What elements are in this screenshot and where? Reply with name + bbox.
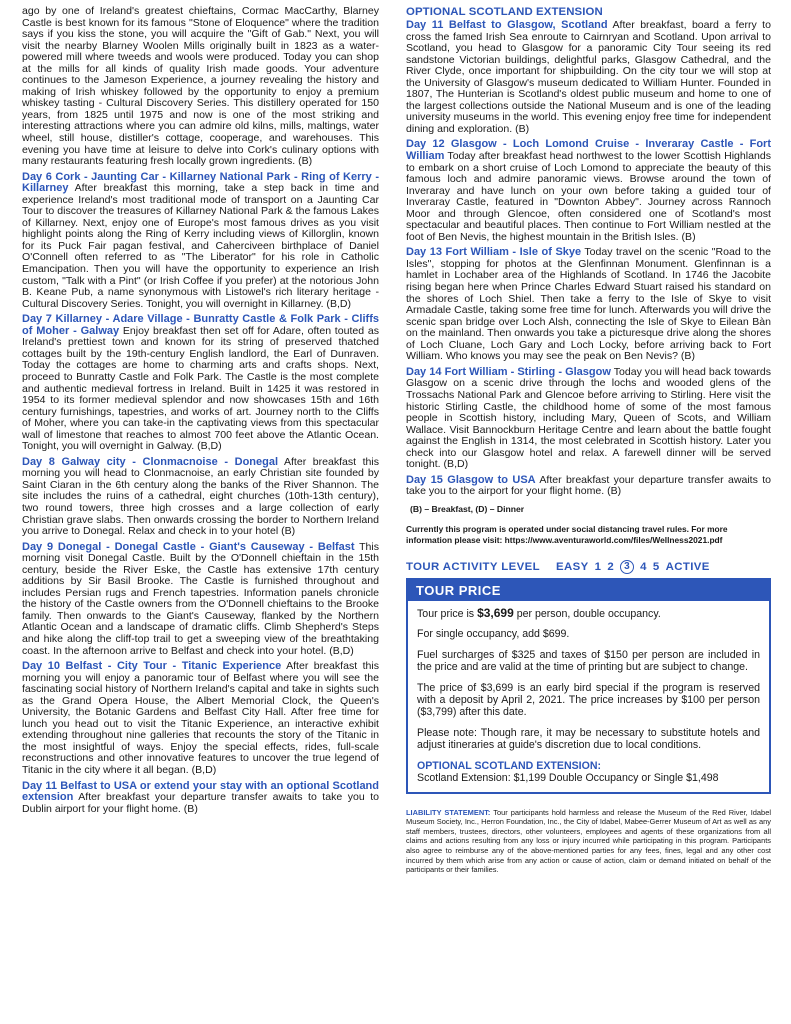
day-title: Day 9 Donegal - Donegal Castle - Giant's Causeway - Belfast — [22, 540, 355, 553]
day-title: Day 12 Glasgow - Loch Lomond Cruise - Inveraray Castle - Fort William — [406, 138, 771, 163]
day-text: Today you will head back towards Glasgow on a scenic drive through the lochs and wooded glens of the Trossachs National Park and Glencoe before arriving to Stirling. Here visit the historic Stirling Castle, the childhood home of some of the most famous people in Scottish history, including Mary, Queen of Scots, and William Wallace. Visit Bannockburn Heritage Centre and learn about the battle fought against the English in 1314, the most celebrated in Scottish history. Later you check into our Glasgow hotel and relax. A farewell dinner will be served tonight. (B,D) — [406, 365, 772, 471]
day-title: Day 11 Belfast to USA or extend your stay with an optional Scotland extension — [22, 779, 379, 804]
price-extension-text: Scotland Extension: $1,199 Double Occupancy or Single $1,498 — [417, 771, 719, 784]
itinerary-day — [22, 661, 379, 776]
day-text: Today travel on the scenic "Road to the Isles", stopping for photos at the Glenfinnan Monument. Glenfinnan is a hamlet in Lochaber area of the Highlands of Scotland. In 1746 the Jacobite rising began here when Prince Charles Edward Stuart raised his standard on the shores of Loch Shiel. Then take a ferry to the Isle of Skye to visit Armadale Castle, taking some free time for lunch. Afterwards you will drive the scenic span bridge over Loch Alsh, connecting the Isle of Skye to Eilean Bàn on the mainland. Then onwards you take a picturesque drive along the shores of Loch Cluane, Loch Gary and Loch Locky, before arriving back to Fort William. Who knows you may see the peak on Ben Nevis? (B) — [406, 246, 772, 363]
tour-price-heading: TOUR PRICE — [408, 580, 769, 601]
itinerary-day — [406, 139, 771, 243]
activity-label: TOUR ACTIVITY LEVEL — [406, 560, 540, 573]
itinerary-day — [22, 781, 379, 816]
itinerary-day — [22, 314, 379, 453]
early-bird: The price of $3,699 is an early bird special if the program is reserved with a deposit by April 2, 2021. The price increases by $100 per person ($3,799) after this date. — [417, 681, 760, 719]
price-line: Tour price is $3,699 per person, double occupancy. — [417, 605, 661, 620]
day-text: After breakfast, board a ferry to cross the famed Irish Sea enroute to Cairnryan and Scotland. Upon arrival to Scotland, you head to Glasgow for a panoramic City Tour seeing its red sandstone Victorian buildings, delightful parks, Glasgow Cathedral, and the River Clyde, once important for shipbuilding. On the city tour we will stop at the University of Glasgow's museum dedicated to William Hunter. Founded in 1807, The Hunterian is Scotland's oldest public museum and home to one of the largest collections outside the National Museum and is one of the leading university museums in the world. This evening enjoy free time for independent dining and exploration. (B) — [406, 19, 771, 135]
activity-level-1: 1 — [594, 560, 602, 573]
liability-statement: LIABILITY STATEMENT: Tour participants hold harmless and release the Museum of the Red River, Idabel Museum Society, Inc., Herron Foundation, Inc., the City of Idabel, Mabee-Gerrer Museum of Art as well as any staff members, trustees, directors, other volunteers, employees and agents of these organizations from all claims and actions resulting from any loss or injury incurred while participating in this program. Participants also agree to reimburse any of the above-mentioned parties for any fees, fines, legal and any other cost incurred by them which arise from any action or cause of action, claim or demand initiated on behalf of the participants or their families. — [406, 807, 771, 875]
day-text: After breakfast this morning you will head to Clonmacnoise, an early Christian site founded by Saint Ciaran in the 6th century along the banks of the River Shannon. The site includes the ruins of a cathedral, eight churches (10th-13th century), two round towers, three high crosses and a large collection of early Christian grave slabs. Then onwards crossing the border to Northern Ireland you arrive to Donegal. Relax and check in to your hotel (B) — [22, 455, 380, 538]
day-text: After breakfast your departure transfer awaits to take you to Dublin airport for your flight home. (B) — [22, 791, 379, 815]
right-column — [406, 6, 771, 875]
day-title: Day 10 Belfast - City Tour - Titanic Experience — [22, 660, 282, 673]
itinerary-day — [22, 172, 379, 311]
left-itinerary — [22, 172, 379, 816]
itinerary-note: Please note: Though rare, it may be necessary to substitute hotels and adjust itineraries at guide's discretion due to local conditions. — [417, 726, 760, 752]
day-text: Today after breakfast head northwest to the lower Scottish Highlands to embark on a short cruise of Loch Lomond to appreciate the beauty of this famous loch and admire panoramic views. Browse around the town of Inveraray and have lunch on your own before taking a guided tour of Inveraray Castle, featured in "Downton Abbey". Journey across Rannoch Moor and through Glencoe, often considered one of Scotland's most spectacular and beautiful places. Then continue to Fort William nestled at the foot of Ben Nevis, the highest mountain in the British Isles. (B) — [406, 150, 771, 243]
itinerary-day — [22, 542, 379, 657]
day-title: Day 6 Cork - Jaunting Car - Killarney National Park - Ring of Kerry - Killarney — [22, 170, 379, 195]
itinerary-day — [406, 20, 771, 135]
fuel-surcharge: Fuel surcharges of $325 and taxes of $150 per person are included in the price and are valid at the time of printing but are subject to change. — [417, 648, 760, 674]
left-column — [22, 6, 379, 819]
activity-level-5: 5 — [652, 560, 660, 573]
activity-levels — [595, 560, 660, 574]
itinerary-day — [406, 367, 771, 471]
price-value: $3,699 — [477, 605, 514, 620]
activity-level-4: 4 — [640, 560, 647, 573]
meals-key: (B) – Breakfast, (D) – Dinner — [410, 503, 525, 514]
day-title: Day 15 Glasgow to USA — [406, 473, 536, 486]
day-title: Day 14 Fort William - Stirling - Glasgow — [406, 365, 611, 378]
itinerary-day — [406, 247, 771, 362]
day-text: Enjoy breakfast then set off for Adare, often touted as Ireland's prettiest town and known for its string of preserved thatched cottages built by the 19th-century English landlord, the Earl of Dunraven. Today the cottages are home to charming arts and crafts shops. Next, proceed to Bunratty Castle and Folk Park. The Castle is the most complete and authentic medieval fortress in Ireland. Built in 1425 it was restored in 1954 to its former medieval splendor and now showcases 15th and 16th century furnishings, tapestries, and works of art. Journey north to the Cliffs of Moher, where you can take-in the captivating views from this spectacular wall of limestone that reaches to almost 700 feet above the Atlantic Ocean. Tonight, you will overnight in Galway. (B,D) — [22, 324, 379, 453]
activity-level — [406, 560, 771, 574]
single-occupancy: For single occupancy, add $699. — [417, 628, 570, 641]
activity-level-3: 3 — [620, 560, 634, 574]
day-title: Day 13 Fort William - Isle of Skye — [406, 246, 582, 259]
intro-paragraph: ago by one of Ireland's greatest chieftains, Cormac MacCarthy, Blarney Castle is best known for its famous "Stone of Eloquence" where the tradition says if you kiss the stone, you will acquire the "Gift of Gab." Next, you will visit the nearby Blarney Woolen Mills originally built in 1823 as a water-powered mill where tweeds and wools were produced. Today you can shop at the mills for all kinds of quality Irish made goods. Your adventure continues to the Jameson Experience, a journey revealing the history and making of Irish whiskey followed by the opportunity to enjoy a premium whiskey tasting - Cultural Discovery Series. This distillery operated for 150 years, from 1825 until 1975 and now is one of the most striking and interesting attractions where you can admire old kilns, mills, maltings, water wheel, still house, distiller's cottage, cooperage, and warehouses. This evening you have time at leisure to delve into Cork's culinary options with many restaurants featuring fresh locally grown ingredients. (B) — [22, 5, 379, 168]
itinerary-day — [406, 475, 771, 498]
extension-heading: OPTIONAL SCOTLAND EXTENSION — [406, 6, 603, 18]
day-text: After breakfast this morning, take a step back in time and experience Ireland's most traditional mode of transport on a Jaunting Car Tour to discover the treasures of Killarney National Park & the famous Lakes of Killarney. Next, enjoy one of Europe's most famous drives as you visit highlight points along the Ring of Kerry including views of Killorglin, known for its Puck Fair pagan festival, and Caherciveen birthplace of Daniel O'Connell often referred to as "The Liberator" for his role in Catholic Emancipation. Then you will have the opportunity to experience an Irish custom, "Talk with a Pint" (or Irish Coffee if you prefer) at the notorious John B. Keane Pub, a name synonymous with Listowel's rich literary heritage - Cultural Discovery Series. Tonight, you will overnight in Killarney. (B,D) — [22, 182, 379, 310]
itinerary-day — [22, 457, 379, 538]
tour-price-box — [406, 578, 771, 794]
price-extension-heading: OPTIONAL SCOTLAND EXTENSION: — [417, 759, 602, 772]
day-text: This morning visit Donegal Castle. Built by the O'Donnell chieftain in the 15th century, beside the River Eske, the Castle has extensive 17th century additions by Sir Basil Brooke. The Castle is furnished throughout and includes Persian rugs and French tapestries. Information panels chronicle the history of the Castle owners from the O'Donnell chieftains to the Brooke family. Then onwards to the Giant's Causeway, flanked by the Northern Atlantic Ocean and a landscape of dramatic cliffs. Climb Shepherd's Steps and hike along the cliff-top trail to get a sweeping view of the breathtaking coast. In the afternoon arrive to Belfast and check into your hotel. (B,D) — [22, 540, 380, 657]
day-title: Day 11 Belfast to Glasgow, Scotland — [406, 19, 608, 31]
day-title: Day 7 Killarney - Adare Village - Bunratty Castle & Folk Park - Cliffs of Moher - Galway — [22, 313, 379, 337]
activity-level-2: 2 — [607, 560, 615, 573]
activity-easy: EASY — [555, 560, 589, 573]
day-text: After breakfast your departure transfer awaits to take you to the airport for your flight home. (B) — [406, 473, 771, 498]
liability-label: LIABILITY STATEMENT: — [406, 807, 491, 817]
covid-note: Currently this program is operated under social distancing travel rules. For more information please visit: https://www.aventuraworld.com/files/Wellness2021.pdf — [406, 523, 728, 545]
right-itinerary — [406, 20, 771, 498]
activity-active: ACTIVE — [665, 560, 710, 573]
day-text: After breakfast this morning you will enjoy a panoramic tour of Belfast where you will see the fascinating social history of Northern Ireland's capital and take in sights such as the Grand Opera House, the Albert Memorial Clock, the Queen's University, the Botanic Gardens and Belfast City Hall. After free time for lunch you head out to visit the Titanic Experience, an interactive exhibit extending throughout nine galleries that recounts the story of the Titanic in the most insightful of ways. Enjoy the special effects, rides, full-scale reconstructions and other innovative features to uncover the true legend of Titanic in the city where it all began. (B,D) — [22, 660, 379, 776]
day-title: Day 8 Galway city - Clonmacnoise - Donegal — [22, 455, 279, 468]
